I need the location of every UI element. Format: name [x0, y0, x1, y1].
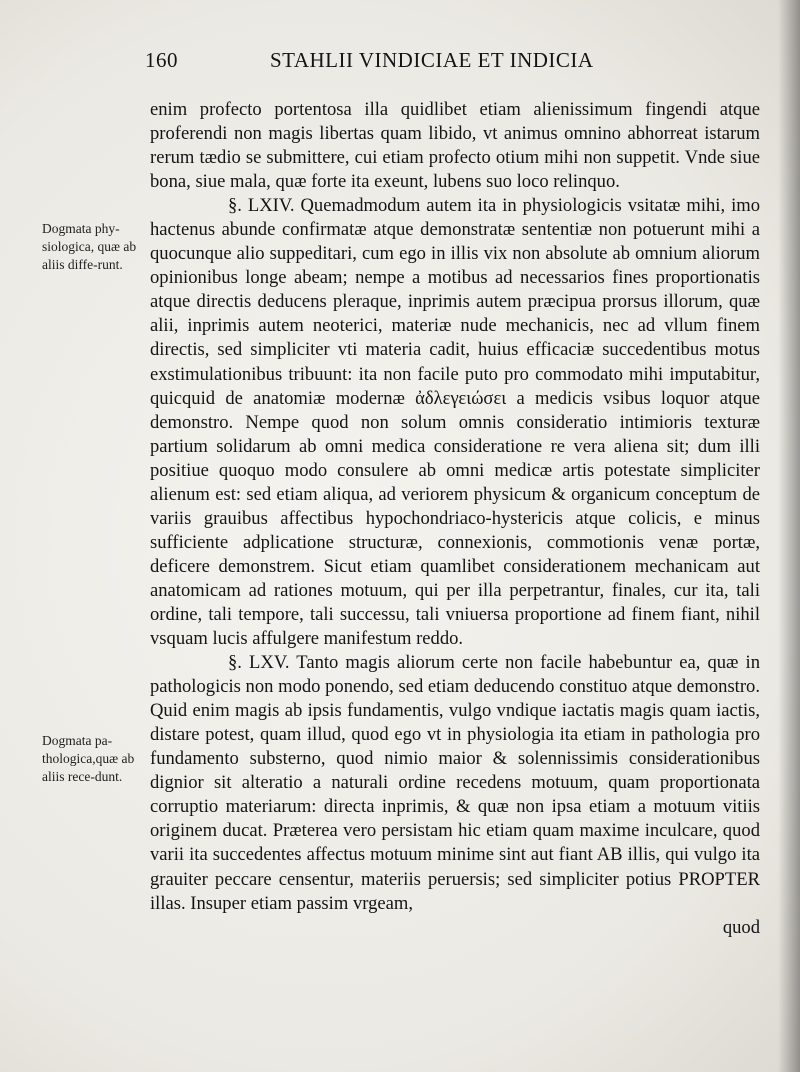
- paragraph-continuation: enim profecto portentosa illa quidlibet etiam alienissimum fingendi atque proferendi non magis libertas quam libido, vt animus omnino abhorreat istarum rerum tædio se submittere, cui etiam profecto otium mihi non suppetit. Vnde siue bona, siue mala, quæ forte ita exeunt, lubens suo loco relinquo.: [150, 99, 760, 193]
- running-title: STAHLII VINDICIAE ET INDICIA: [270, 48, 594, 72]
- margin-note-physiologica: Dogmata phy-siologica, quæ ab aliis diffe-runt.: [42, 221, 137, 272]
- page-edge-shadow: [778, 0, 800, 1072]
- main-text-block: [150, 98, 760, 940]
- page-header: [145, 46, 745, 76]
- paragraph-section-lxv: §. LXV. Tanto magis aliorum certe non facile habebuntur ea, quæ in pathologicis non modo ponendo, sed etiam deducendo constituo atque demonstro. Quid enim magis ab ipsis fundamentis, vulgo vndique iactatis magis quam iactis, distare potest, quam illud, quod ego vt in physiologia ita etiam in pathologia pro fundamento substerno, quod nimio maior & solennissimis considerationibus dignior sit alteratio a naturali ordine recedens motuum, quam proportionata corruptio materiarum: directa inprimis, & quæ non ipsa etiam a motuum vitiis originem ducat. Præterea vero persistam hic etiam quam maxime inculcare, quod varii ita succedentes affectus motuum minime sint aut fiant AB illis, qui vulgo ita grauiter peccare censentur, materiis peruersis; sed simpliciter potius PROPTER illas. Insuper etiam passim vrgeam,: [150, 652, 760, 914]
- margin-note-pathologica: Dogmata pa-thologica,quæ ab aliis rece-dunt.: [42, 733, 135, 784]
- catchword: quod: [722, 916, 760, 938]
- page-number: 160: [145, 48, 178, 72]
- paragraph-section-lxiv: §. LXIV. Quemadmodum autem ita in physiologicis vsitatæ mihi, imo hactenus abunde confirmatæ atque demonstratæ sententiæ non potuerunt mihi a quocunque alio suppeditari, cum ego in illis vix non absolute ab omnium aliorum opinionibus longe abeam; nempe a motibus ad necessarios fines proportionatis atque directis deducens pleraque, inprimis autem præcipua prorsus illorum, quæ alii, inprimis autem neoterici, materiæ nude mechanicis, nec ad vllum finem directis, sed simpliciter vti materia cadit, huius efficaciæ succedentibus motus exstimulationibus tribuunt: ita non facile puto pro commodato mihi imputabitur, quicquid de anatomiæ modernæ ἀδλεγειώσει a medicis vsibus loquor atque demonstro. Nempe quod non solum omnis consideratio intimioris texturæ partium solidarum ab omni medica consideratione re vera aliena sit; dum illi positiue quoquo modo consulere ab omni medicæ artis potestate simpliciter alienum est: sed etiam aliqua, ad veriorem physicum & organicum conceptum de variis grauibus affectibus hypochondriaco-hystericis atque colicis, e minus sufficiente adplicatione structuræ, connexionis, commotionis venæ portæ, deficere demonstrem. Sicut etiam quamlibet considerationem mechanicam aut anatomicam ad rationes motuum, qui per illa perpetrantur, finales, cur ita, tali ordine, tali tempore, tali successu, tali vniuersa proportione ad finem fiant, nihil vsquam lucis affulgere manifestum reddo.: [150, 195, 760, 650]
